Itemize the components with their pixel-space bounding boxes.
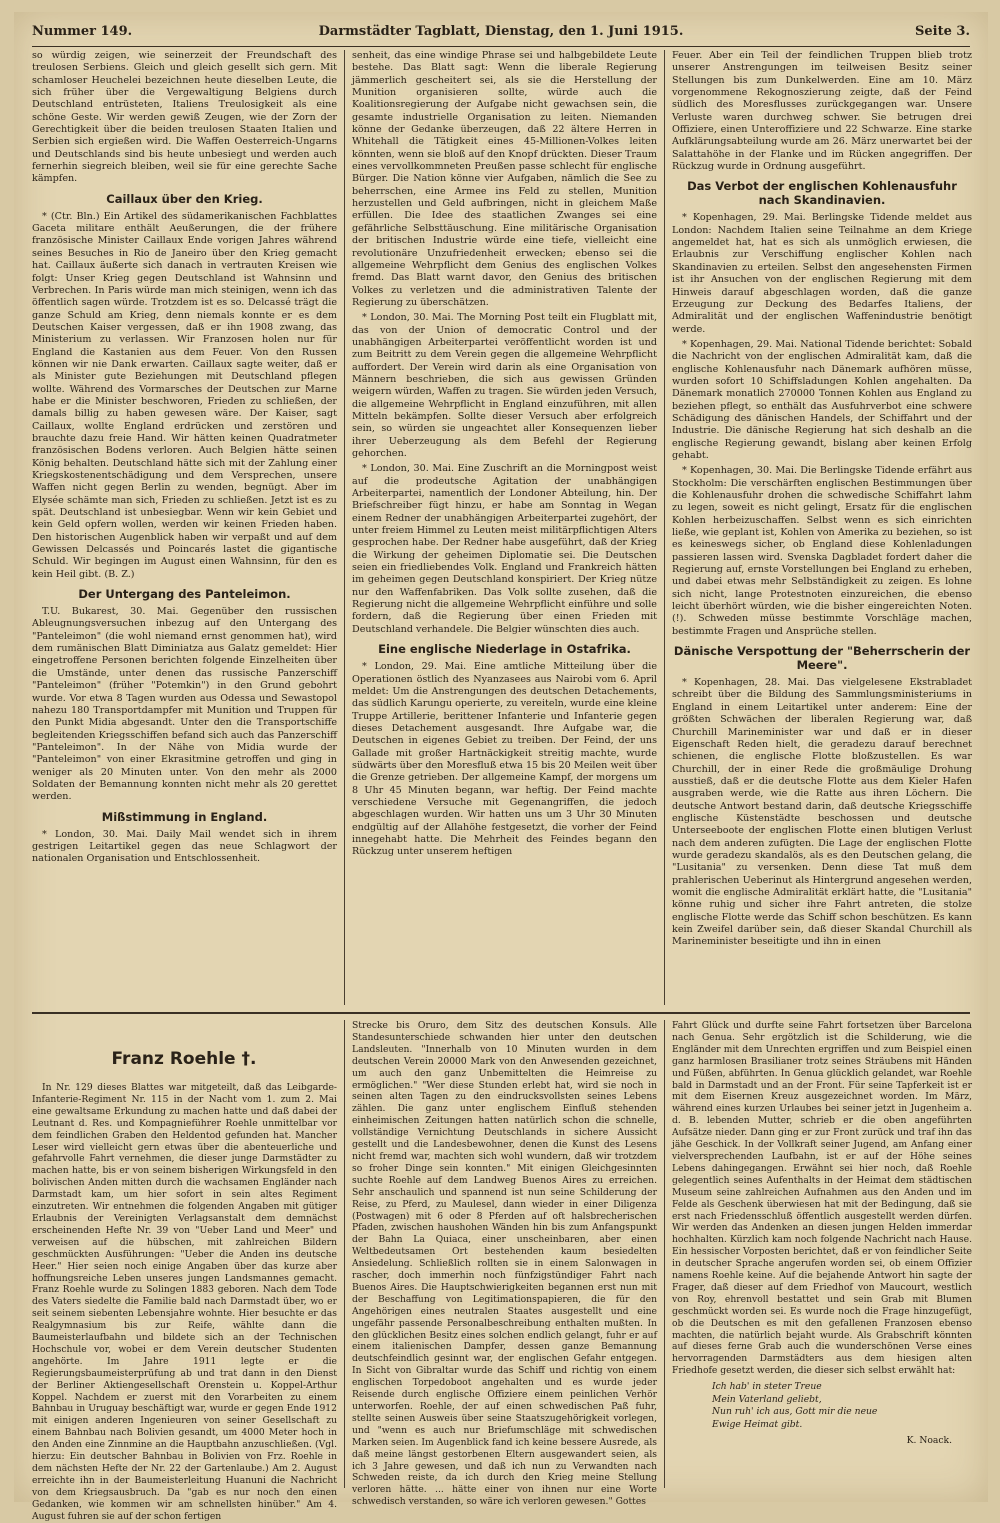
article-text: Feuer. Aber ein Teil der feindlichen Truppen blieb trotz unserer Anstrengungen im teilweisen Besitz seiner Stellungen bis zum Dunkelwerden. Eine am 10. März vorgenommene Rekognoszierung zeigte, daß der Feind südlich des Moresflusses zurückgegangen war. Unsere Verluste waren durchweg schwer. Sie betrugen drei Offiziere, einen Unteroffiziere und 22 Schwarze. Eine starke Aufklärungsabteilung wurde am 26. März unerwartet bei der Salattahöhe in der Flanke und im Rücken angegriffen. Der Rückzug wurde in Ordnung ausgeführt.	[672, 50, 972, 173]
column-2	[352, 50, 657, 1005]
headline-verspottung: Dänische Verspottung der "Beherrscherin der Meere".	[673, 644, 971, 673]
author-signature: K. Noack.	[906, 1435, 952, 1447]
issue-number: Nummer 149.	[32, 24, 133, 39]
column-3	[672, 50, 972, 1005]
article-text: so würdig zeigen, wie seinerzeit der Freundschaft des treulosen Serbiens. Gleich und gleich gesellt sich gern. Mit schamloser Heuchelei bezeichnen heute dieselben Leute, die sich früher über die Vergewaltigung Belgiens durch Deutschland entrüsteten, Italiens Treulosigkeit als eine schöne Geste. Wir werden gewiß Zeugen, wie der Zorn der Gerechtigkeit über die beiden treulosen Staaten Italien und Serbien sich ergießen wird. Die Waffen Oesterreich-Ungarns und Deutschlands sind bis heute unbesiegt und werden auch fernerhin siegreich bleiben, weil sie für eine gerechte Sache kämpfen.	[32, 50, 337, 185]
poem-line: Ewige Heimat gibt.	[712, 1418, 803, 1430]
article-text: * Kopenhagen, 28. Mai. Das vielgelesene Ekstrabladet schreibt über die Bildung des Sammlungsministeriums in England in einem Leitartikel unter anderem: Eine der größten Schwächen der liberalen Regierung war, daß Churchill Marineminister war und daß er in dieser Eigenschaft Reden hielt, die geradezu darauf berechnet schienen, die englische Flotte bloßzustellen. Es war Churchill, der in einer Rede die großmäulige Drohung ausstieß, daß er die deutsche Flotte aus dem Kieler Hafen ausgraben werde, wie die Ratte aus ihren Löchern. Die deutsche Antwort bestand darin, daß deutsche Kriegsschiffe englische Küstenstädte beschossen und deutsche Unterseeboote der englischen Flotte einen blutigen Verlust nach dem anderen zufügten. Die Lage der englischen Flotte wurde geradezu skandalös, als es den Deutschen gelang, die "Lusitania" zu versenken. Denn diese Tat muß dem prahlerischen Ueberinut als Hintergrund angesehen werden, womit die englische Admiralität erklärt hatte, die "Lusitania" könne ruhig und sicher ihre Fahrt antreten, die stolze englische Flotte werde das Schiff schon beschützen. Es kann kein Zweifel darüber sein, daß dieser Skandal Churchill als Marineminister beseitigte und ihn in einen	[672, 677, 972, 948]
poem-line: Nun ruh' ich aus, Gott mir die neue	[712, 1406, 878, 1418]
headline-caillaux: Caillaux über den Krieg.	[106, 191, 263, 206]
obituary-column-2	[352, 1020, 657, 1508]
headline-missstimmung: Mißstimmung in England.	[101, 809, 268, 824]
article-text: * London, 30. Mai. Daily Mail wendet sich in ihrem gestrigen Leitartikel gegen das neue Schlagwort der nationalen Organisation und Entschlossenheit.	[32, 828, 337, 865]
column-1	[32, 50, 337, 1005]
poem	[712, 1381, 972, 1431]
article-text: * Kopenhagen, 29. Mai. National Tidende berichtet: Sobald die Nachricht von der englischen Admiralität kam, daß die englische Kohlenausfuhr nach Dänemark aufhören müsse, wurden sofort 10 Schiffsladungen Kohlen angehalten. Da Dänemark monatlich 270000 Tonnen Kohlen aus England zu beziehen pflegt, so enthält das Ausfuhrverbot eine schwere Schädigung des dänischen Handels, der Schiffahrt und der Industrie. Die dänische Regierung hat sich deshalb an die englische Regierung gewandt, bislang aber keinen Erfolg gehabt.	[672, 338, 972, 461]
article-text: senheit, das eine windige Phrase sei und halbgebildete Leute bestehe. Das Blatt sagt: Wenn die liberale Regierung jämmerlich gescheitert sei, als sie die Herstellung der Munition organisieren sollte, würde auch die Koalitionsregierung der Aufgabe nicht gewachsen sein, die gesamte industrielle Organisation zu leiten. Niemanden könne der Gedanke überzeugen, daß 22 ältere Herren in Whitehall die Tätigkeit eines 45-Millionen-Volkes leiten könnten, wenn sie bloß auf den Knopf drückten. Dieser Traum eines vervollkommneten Preußen passe schlecht für englische Bürger. Die Nation könne vier Aufgaben, nämlich die See zu beherrschen, eine Armee ins Feld zu stellen, Munition herzustellen und Geld aufbringen, nicht in gleichem Maße erfüllen. Die Idee des staatlichen Zwanges sei eine gefährliche Selbsttäuschung. Eine militärische Organisation der britischen Industrie würde eine tiefe, vielleicht eine revolutionäre Unzufriedenheit erwecken; ebenso sei die allgemeine Wehrpflicht dem Genius des englischen Volkes fremd. Das Blatt warnt davor, den Genius des britischen Volkes zu verletzen und die administrativen Talente der Regierung zu überschätzen.	[352, 50, 657, 308]
article-text: Strecke bis Oruro, dem Sitz des deutschen Konsuls. Alle Standesunterschiede schwanden hier unter den deutschen Landsleuten. "Innerhalb von 10 Minuten wurden in dem deutschen Verein 20000 Mark von den Anwesenden gezeichnet, um auch den ganz Unbemittelten die Heimreise zu ermöglichen." "Wer diese Stunden erlebt hat, wird sie noch in seinen alten Tagen zu den eindrucksvollsten seines Lebens zählen. Die ganz unter englischem Einfluß stehenden einheimischen Zeitungen hatten natürlich schon die schnelle, vollständige Vernichtung Deutschlands in sichere Aussicht gestellt und die Landesbewohner, denen die Kunst des Lesens nicht fremd war, machten sich wohl wundern, daß wir trotzdem so froher Dinge sein konnten." Mit einigen Gleichgesinnten suchte Roehle auf dem Landweg Buenos Aires zu erreichen. Sehr anschaulich und spannend ist nun seine Schilderung der Reise, zu Pferd, zu Maulesel, dann wieder in einer Diligenza (Postwagen) mit 6 oder 8 Pferden auf oft halsbrecherischen Pfaden, zwischen haushohen Wänden hin bis zum Anfangspunkt der Bahn La Quiaca, einer unscheinbaren, aber einen Weltbedeutsamen Ort bestehenden kaum besiedelten Ansiedelung. Schließlich rollten sie in einem Salonwagen in rascher, doch immerhin noch fünfzigstündiger Fahrt nach Buenos Aires. Die Hauptschwierigkeiten begannen erst nun mit der Beschaffung von Legitimationspapieren, die für den Angehörigen eines neutralen Staates ausgestellt und eine ungefähr passende Personalbeschreibung enthalten mußten. In den glücklichen Besitz eines solchen endlich gelangt, fuhr er auf einem italienischen Dampfer, dessen ganze Bemannung deutschfeindlich gesinnt war, der englischen Gefahr entgegen. In Sicht von Gibraltar wurde das Schiff und richtig von einem englischen Torpedoboot angehalten und es wurde jeder Reisende durch englische Offiziere einem peinlichen Verhör unterworfen. Roehle, der auf einen schwedischen Paß fuhr, stellte seinen Ausweis über seine Staatszugehörigkeit vorlegen, und "wenn es auch nur Briefumschläge mit schwedischen Marken seien. Im Augenblick fand ich keine bessere Ausrede, als daß meine längst gestorbenen Eltern ausgewandert seien, als ich 3 Jahre gewesen, und daß ich nun zu Verwandten nach Schweden reiste, da ich durch den Krieg meine Stellung verloren hätte. ... hätte einer von ihnen nur eine Worte schwedisch verstanden, so wäre ich verloren gewesen." Gottes	[352, 1020, 657, 1508]
headline-panteleimon: Der Untergang des Panteleimon.	[78, 587, 291, 602]
obituary-title: Franz Roehle †.	[111, 1049, 257, 1069]
newspaper-page	[14, 12, 988, 1522]
article-text: Fahrt Glück und durfte seine Fahrt fortsetzen über Barcelona nach Genua. Sehr ergötzlich ist die Schilderung, wie die Engländer mit dem Unrechten ergriffen und zum Beispiel einen ganz harmlosen Brasilianer trotz seines Sträubens mit Händen und Füßen, abführten. In Genua glücklich gelandet, war Roehle bald in Darmstadt und an der Front. Für seine Tapferkeit ist er mit dem Eisernen Kreuz ausgezeichnet worden. Im März, während eines kurzen Urlaubes bei seiner jetzt in Jugenheim a. d. B. lebenden Mutter, schrieb er die oben angeführten Aufsätze nieder. Dann ging er zur Front zurück und traf ihn das jähe Geschick. In der Vollkraft seiner Jugend, am Anfang einer vielversprechenden Laufbahn, ist er auf der Höhe seines Lebens dahingegangen. Erwähnt sei hier noch, daß Roehle gelegentlich seines Aufenthalts in der Heimat dem städtischen Museum seine zahlreichen Aufnahmen aus den Anden und im Felde als Geschenk überwiesen hat mit der Bedingung, daß sie erst nach Friedensschluß öffentlich ausgestellt werden dürfen. Wir werden das Andenken an diesen jungen Helden immerdar hochhalten. Kürzlich kam noch folgende Nachricht nach Hause. Ein hessischer Vorposten berichtet, daß er von feindlicher Seite in deutscher Sprache angerufen worden sei, ob einem Offizier namens Roehle keine. Auf die bejahende Antwort hin sagte der Frager, daß dieser auf dem Friedhof von Maucourt, westlich von Roy, ehrenvoll bestattet und sein Grab mit Blumen geschmückt worden sei. Es wurde noch die Frage hinzugefügt, ob die Deutschen es mit den gefallenen Franzosen ebenso machten, die natürlich bejaht wurde. Als Grabschrift könnten auf dieses ferne Grab auch die wunderschönen Verse eines hervorragenden Darmstädters aus dem hiesigen alten Friedhofe gesetzt werden, die dieser sich selbst erwählt hat:	[672, 1020, 972, 1377]
article-text: * (Ctr. Bln.) Ein Artikel des südamerikanischen Fachblattes Gaceta militare enthält Aeußerungen, die der frühere französische Minister Caillaux Ende vorigen Jahres während seines Besuches in Rio de Janeiro über den Krieg gemacht hat. Caillaux äußerte sich danach in vertrauten Kreisen wie folgt: Unser Krieg gegen Deutschland ist Wahnsinn und Verbrechen. In Paris würde man mich steinigen, wenn ich das öffentlich sagen würde. Trotzdem ist es so. Delcassé trägt die ganze Schuld am Krieg, denn niemals konnte er es dem Deutschen Kaiser vergessen, daß er ihn 1908 zwang, das Ministerium zu verlassen. Wir Franzosen holen nur für England die Kastanien aus dem Feuer. Von den Russen können wir nie Dank erwarten. Caillaux sagte weiter, daß er als Minister gute Beziehungen mit Deutschland pflegen wollte. Während des Vormarsches der Deutschen zur Marne habe er die Minister beschworen, Frieden zu schließen, der damals billig zu haben gewesen wäre. Der Kaiser, sagt Caillaux, wollte England erdrücken und zerstören und brauchte dazu freie Hand. Wir hätten keinen Quadratmeter französischen Bodens verloren. Auch Belgien hätte seinen König behalten. Deutschland hätte sich mit der Zahlung einer Kriegskostenentschädigung und dem Versprechen, unsere Waffen nicht gegen Berlin zu wenden, begnügt. Aber im Elysée schämte man sich, Frieden zu schließen. Jetzt ist es zu spät. Deutschland ist unbesiegbar. Wenn wir kein Gebiet und kein Geld opfern wollen, werden wir keinen Frieden haben. Den historischen Augenblick haben wir verpaßt und auf dem Gewissen Delcassés und Poincarés lastet die gigantische Schuld. Wir begingen im August einen Wahnsinn, für den es kein Heil gibt. (B. Z.)	[32, 210, 337, 580]
article-text: T.U. Bukarest, 30. Mai. Gegenüber den russischen Ableugnungsversuchen inbezug auf den Untergang des "Panteleimon" (die wohl niemand ernst genommen hat), wird dem rumänischen Blatt Diminiatza aus Galatz gemeldet: Hier eingetroffene Personen berichten folgende Einzelheiten über die Umstände, unter denen das russische Panzerschiff "Panteleimon" (früher "Potemkin") in den Grund gebohrt wurde. Vor etwa 8 Tagen wurden aus Odessa und Sewastopol nahezu 180 Transportdampfer mit Munition und Truppen für den Punkt Midia abgesandt. Unter den die Transportschiffe begleitenden Kriegsschiffen befand sich auch das Panzerschiff "Panteleimon". In der Nähe von Midia wurde der "Panteleimon" von einer Ekrasitmine getroffen und ging in weniger als 20 Minuten unter. Von den mehr als 2000 Soldaten der Bemannung konnten nicht mehr als 20 gerettet werden.	[32, 606, 337, 803]
obituary-column-1	[32, 1082, 337, 1522]
obituary-column-3	[672, 1020, 972, 1488]
headline-ostafrika: Eine englische Niederlage in Ostafrika.	[378, 642, 631, 657]
article-text: * Kopenhagen, 29. Mai. Berlingske Tidende meldet aus London: Nachdem Italien seine Teilnahme an dem Kriege angemeldet hat, hat es sich als unmöglich erwiesen, die Erlaubnis zur Verschiffung englischer Kohlen nach Skandinavien zu erteilen. Selbst den angesehensten Firmen ist ihr Ansuchen von der englischen Regierung mit dem Hinweis darauf abgeschlagen worden, daß die ganze Erzeugung zur Deckung des Bedarfes Italiens, der Admiralität und der englischen Waffenindustrie benötigt werde.	[672, 212, 972, 335]
masthead: Darmstädter Tagblatt, Dienstag, den 1. Juni 1915.	[318, 24, 684, 39]
page-header	[32, 20, 970, 47]
column-divider	[664, 50, 665, 1005]
poem-line: Mein Vaterland geliebt,	[712, 1393, 822, 1405]
article-text: * Kopenhagen, 30. Mai. Die Berlingske Tidende erfährt aus Stockholm: Die verschärften englischen Bestimmungen über die Kohlenausfuhr drohen die schwedische Schiffahrt lahm zu legen, soweit es nicht gelingt, Ersatz für die englischen Kohlen herbeizuschaffen. Selbst wenn es sich einrichten ließe, wie geplant ist, Kohlen von Amerika zu beziehen, so ist es keineswegs sicher, ob England diese Kohlenladungen passieren lassen wird. Svenska Dagbladet fordert daher die Regierung auf, ernste Vorstellungen bei England zu erheben, und dabei etwas mehr Selbständigkeit zu zeigen. Es lohne sich nicht, lange Protestnoten einzureichen, die ebenso leicht überhört würden, wie die bisher eingereichten Noten. (!). Schweden müsse bestimmte Vorschläge machen, bestimmte Fragen und Ansprüche stellen.	[672, 465, 972, 637]
headline-kohlenausfuhr: Das Verbot der englischen Kohlenausfuhr nach Skandinavien.	[687, 179, 957, 208]
article-text: In Nr. 129 dieses Blattes war mitgeteilt, daß das Leibgarde-Infanterie-Regiment Nr. 115 in der Nacht vom 1. zum 2. Mai eine gewaltsame Erkundung zu machen hatte und daß dabei der Leutnant d. Res. und Kompagnieführer Roehle unmittelbar vor dem feindlichen Graben den Heldentod gefunden hat. Mancher Leser wird vielleicht gern etwas über die abenteuerliche und gefahrvolle Fahrt vernehmen, die dieser junge Darmstädter zu machen hatte, bis er von seinem bisherigen Wirkungsfeld in den bolivischen Anden mitten durch die wachsamen Engländer nach Darmstadt kam, um hier sofort in sein altes Regiment einzutreten. Wir entnehmen die folgenden Angaben mit gütiger Erlaubnis der Vereinigten Verlagsanstalt dem demnächst erscheinenden Hefte Nr. 39 von "Ueber Land und Meer" und verweisen auf die hübschen, mit zahlreichen Bildern geschmückten Ausführungen: "Ueber die Anden ins deutsche Heer." Hier seien noch einige Angaben über das kurze aber hoffnungsreiche Leben unseres jungen Landsmannes gemacht. Franz Roehle wurde zu Solingen 1883 geboren. Nach dem Tode des Vaters siedelte die Familie bald nach Darmstadt über, wo er seit seinem siebenten Lebensjahre wohnte. Hier besuchte er das Realgymnasium bis zur Reife, wählte dann die Baumeisterlaufbahn und bildete sich an der Technischen Hochschule vor, wobei er dem Verein deutscher Studenten angehörte. Im Jahre 1911 legte er die Regierungsbaumeisterprüfung ab und trat dann in den Dienst der Berliner Aktiengesellschaft Orenstein u. Koppel-Arthur Koppel. Nachdem er zuerst mit den Vorarbeiten zu einem Bahnbau in Uruguay beschäftigt war, wurde er gegen Ende 1912 mit einigen anderen Ingenieuren von seiner Gesellschaft zu einem Bahnbau nach Bolivien gesandt, um 4000 Meter hoch in den Anden eine Zinnmine an die Hauptbahn anzuschließen. (Vgl. hierzu: Ein deutscher Bahnbau in Bolivien von Frz. Roehle in dem nächsten Hefte der Nr. 22 der Gartenlaube.) Am 2. August erreichte ihn in der Baumeisterleitung Huanuni die Nachricht von dem Kriegsausbruch. Da "gab es nur noch den einen Gedanken, wie kommen wir am schnellsten hinüber." Am 4. August fuhren sie auf der schon fertigen	[32, 1082, 337, 1522]
column-divider	[344, 50, 345, 1005]
page-number: Seite 3.	[915, 24, 970, 39]
column-divider	[664, 1020, 665, 1488]
article-text: * London, 30. Mai. Eine Zuschrift an die Morningpost weist auf die prodeutsche Agitation der unabhängigen Arbeiterpartei, namentlich der Londoner Abteilung, hin. Der Briefschreiber fügt hinzu, er habe am Sonntag in Wegan einem Redner der unabhängigen Arbeiterpartei zugehört, der unter freiem Himmel zu Leuten meist militärpflichtigen Alters gesprochen habe. Der Redner habe ausgeführt, daß der Krieg die Wirkung der geheimen Diplomatie sei. Die Deutschen seien ein friedliebendes Volk. England und Frankreich hätten im geheimen gegen Deutschland konspiriert. Der Krieg nütze nur den Waffenfabriken. Das Volk sollte zusehen, daß die Regierung nicht die allgemeine Wehrpflicht einführe und solle fordern, daß die Regierung über einen Frieden mit Deutschland verhandele. Die Belgier wünschten dies auch.	[352, 463, 657, 635]
article-text: * London, 30. Mai. The Morning Post teilt ein Flugblatt mit, das von der Union of democratic Control und der unabhängigen Arbeiterpartei veröffentlicht worden ist und zum Beitritt zu dem Verein gegen die allgemeine Wehrpflicht auffordert. Der Verein wird darin als eine Organisation von Männern beschrieben, die sich aus gewissen Gründen weigern würden, Waffen zu tragen. Sie würden jeden Versuch, die allgemeine Wehrpflicht in England einzuführen, mit allen Mitteln bekämpfen. Sollte dieser Versuch aber erfolgreich sein, so würden sie ungeachtet aller Konsequenzen lieber ihrer Ueberzeugung als dem Befehl der Regierung gehorchen.	[352, 312, 657, 459]
column-divider	[344, 1020, 345, 1488]
article-text: * London, 29. Mai. Eine amtliche Mitteilung über die Operationen östlich des Nyanzasees aus Nairobi vom 6. April meldet: Um die Anstrengungen des deutschen Detachements, das südlich Karungu operierte, zu vereiteln, wurde eine kleine Truppe Artillerie, berittener Infanterie und Infanterie gegen dieses Detachement ausgesandt. Ihre Aufgabe war, die Deutschen in eigenes Gebiet zu treiben. Der Feind, der uns Gallade mit großer Hartnäckigkeit streitig machte, wurde südwärts über den Moresfluß etwa 15 bis 20 Meilen weit über die Grenze getrieben. Der allgemeine Kampf, der morgens um 8 Uhr 45 Minuten begann, war heftig. Der Feind machte verschiedene Versuche mit Gegenangriffen, die jedoch abgeschlagen wurden. Wir hatten uns um 3 Uhr 30 Minuten endgültig auf der Allahöhe festgesetzt, die vorher der Feind innegehabt hatte. Die Mehrheit des Feindes begann den Rückzug unter unserem heftigen	[352, 661, 657, 858]
poem-line: Ich hab' in steter Treue	[712, 1381, 822, 1393]
section-divider	[32, 1012, 970, 1014]
